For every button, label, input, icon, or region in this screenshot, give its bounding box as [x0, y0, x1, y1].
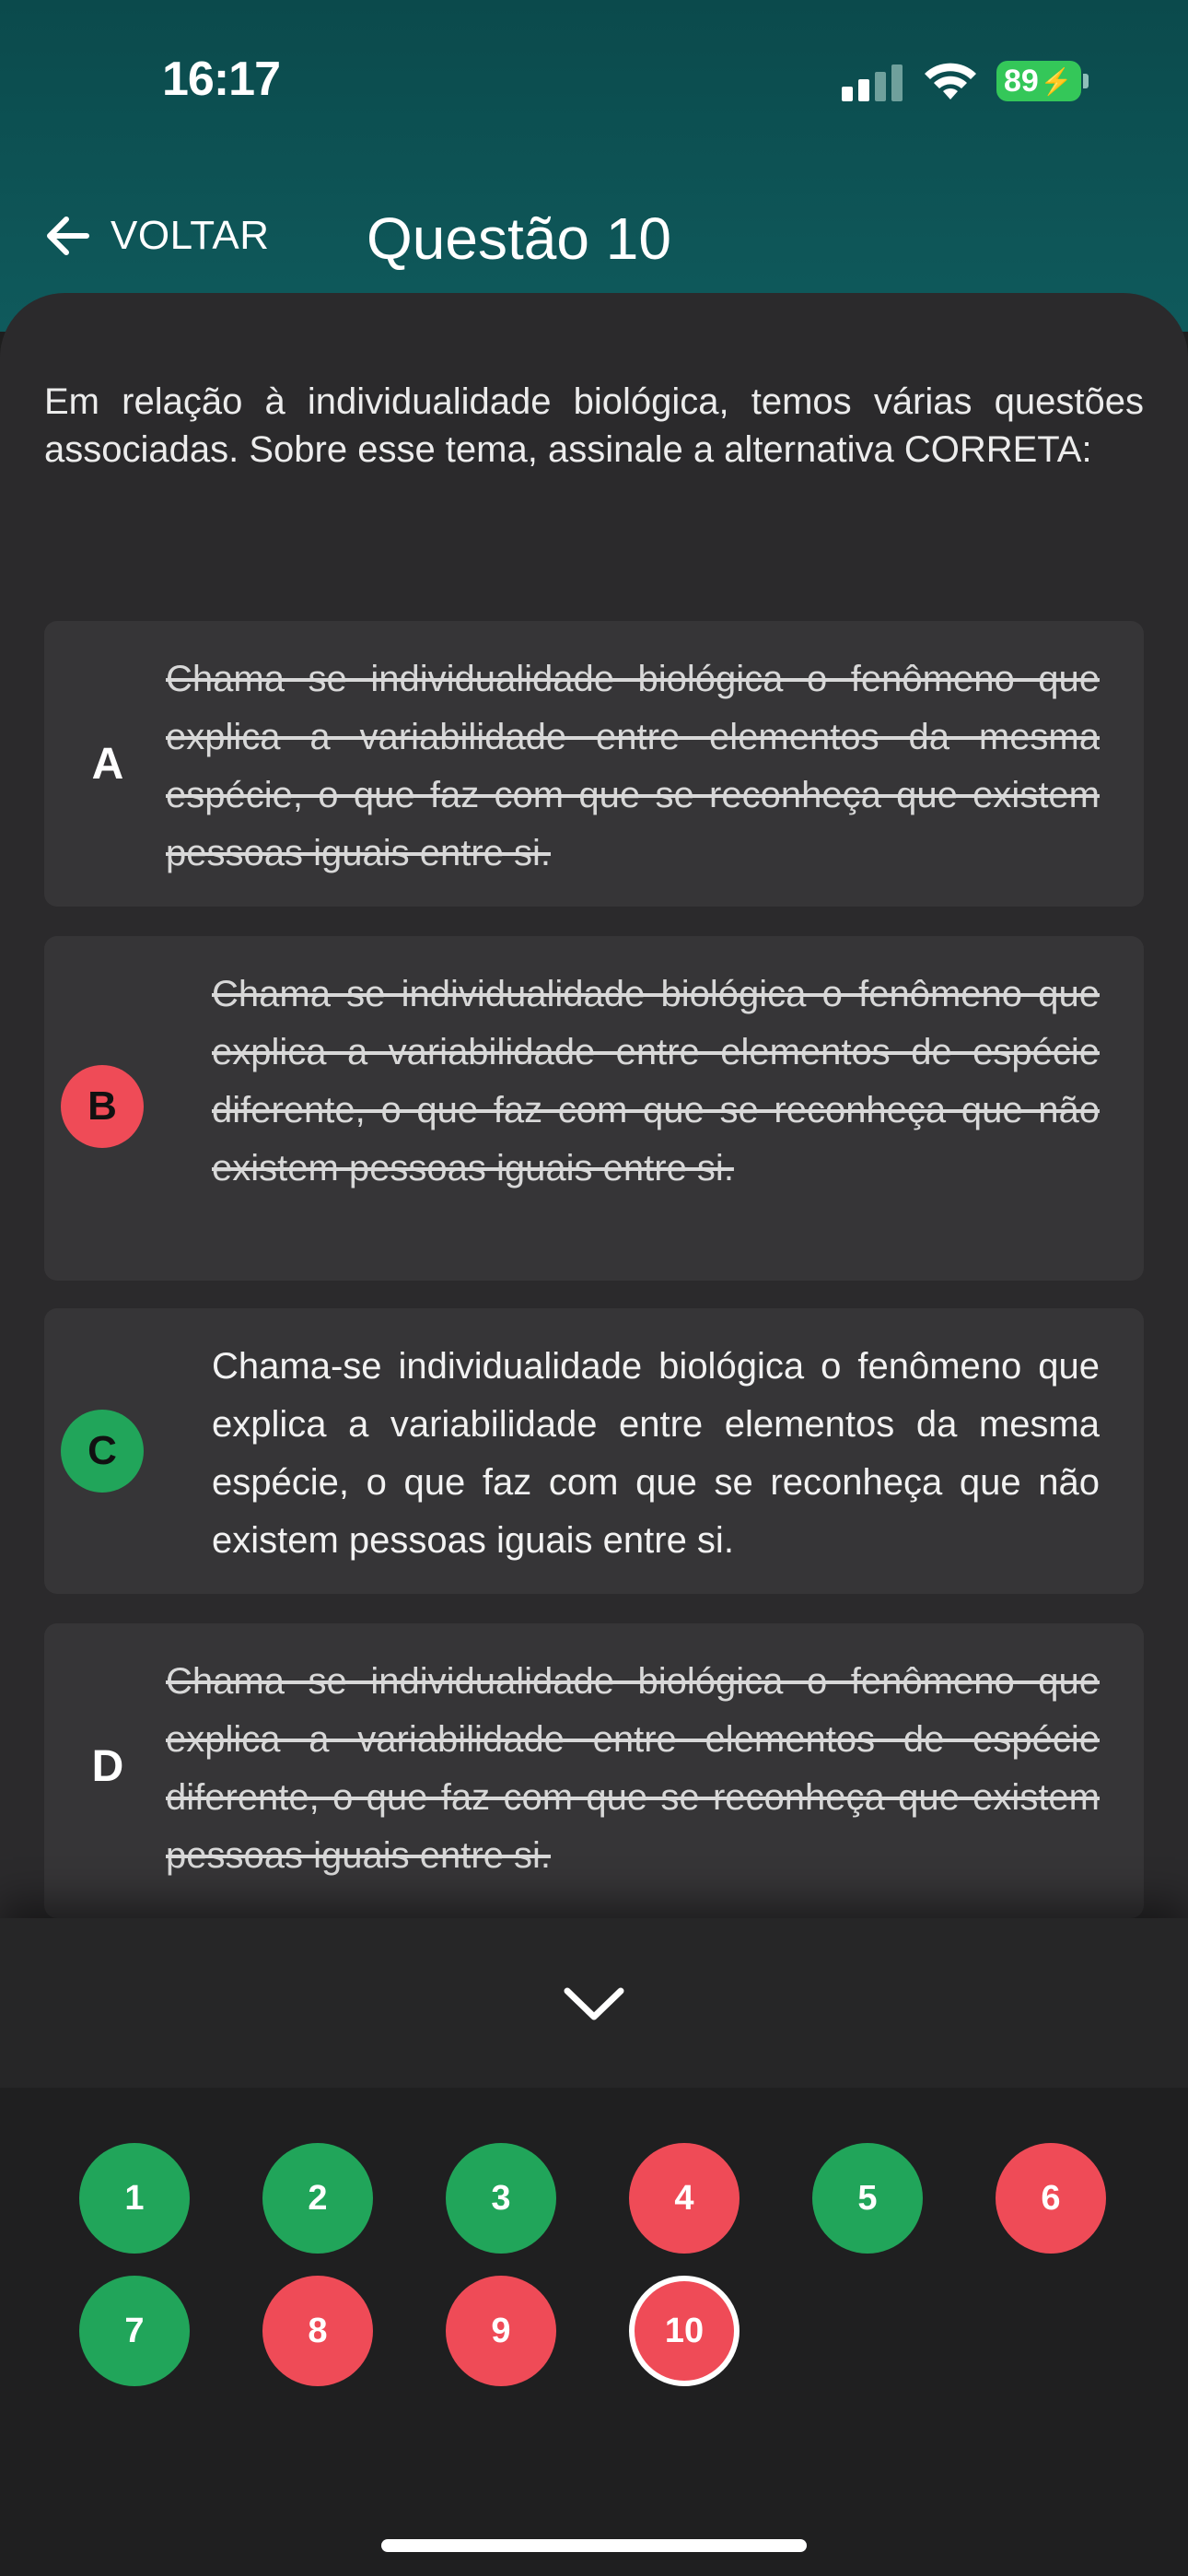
question-nav-button[interactable]: 6	[996, 2143, 1106, 2254]
chevron-down-icon[interactable]	[560, 1980, 628, 2026]
question-nav-button[interactable]: 8	[262, 2276, 373, 2386]
back-label: VOLTAR	[111, 213, 270, 258]
option-a[interactable]	[44, 621, 1144, 907]
charging-icon: ⚡	[1040, 66, 1073, 96]
arrow-left-icon	[41, 208, 96, 263]
option-text: Chama se individualidade biológica o fenômeno que explica a variabilidade entre elementos de espécie diferente, o que faz com que se reconheça que não existem pessoas iguais entre si.	[212, 974, 1100, 1188]
cellular-signal-icon	[840, 63, 904, 103]
option-letter: D	[91, 1742, 124, 1791]
option-letter-badge: B	[61, 1065, 144, 1148]
battery-indicator	[996, 61, 1081, 101]
back-button[interactable]	[41, 208, 270, 263]
question-nav-button-current[interactable]: 10	[629, 2276, 740, 2386]
question-nav-button[interactable]: 2	[262, 2143, 373, 2254]
option-text: Chama se individualidade biológica o fenômeno que explica a variabilidade entre elementos da mesma espécie, o que faz com que se reconheça que existem pessoas iguais entre si.	[166, 659, 1100, 873]
question-nav-button[interactable]: 7	[79, 2276, 190, 2386]
option-text: Chama se individualidade biológica o fenômeno que explica a variabilidade entre elementos de espécie diferente, o que faz com que se reconheça que existem pessoas iguais entre si.	[166, 1661, 1100, 1876]
option-d[interactable]	[44, 1623, 1144, 1918]
option-letter: A	[91, 740, 124, 789]
collapse-bar[interactable]	[0, 1918, 1188, 2088]
question-nav-button[interactable]: 4	[629, 2143, 740, 2254]
home-indicator[interactable]	[381, 2539, 807, 2552]
battery-level: 89	[1004, 63, 1039, 99]
option-b[interactable]	[44, 936, 1144, 1281]
app-header	[0, 0, 1188, 332]
option-c[interactable]	[44, 1308, 1144, 1594]
status-time: 16:17	[162, 53, 280, 106]
question-text: Em relação à individualidade biológica, temos várias questões associadas. Sobre esse tema, assinale a alternativa CORRETA:	[44, 381, 1144, 470]
question-nav-button[interactable]: 1	[79, 2143, 190, 2254]
question-nav-button[interactable]: 3	[446, 2143, 556, 2254]
page-title: Questão 10	[367, 205, 671, 272]
wifi-icon	[923, 57, 978, 103]
question-nav-button[interactable]: 9	[446, 2276, 556, 2386]
battery-cap	[1083, 74, 1089, 88]
question-navigator	[0, 2088, 1188, 2576]
question-nav-button[interactable]: 5	[812, 2143, 923, 2254]
option-text: Chama-se individualidade biológica o fenômeno que explica a variabilidade entre elementos da mesma espécie, o que faz com que se reconheça que não existem pessoas iguais entre si.	[212, 1346, 1100, 1561]
option-letter-badge: C	[61, 1410, 144, 1493]
